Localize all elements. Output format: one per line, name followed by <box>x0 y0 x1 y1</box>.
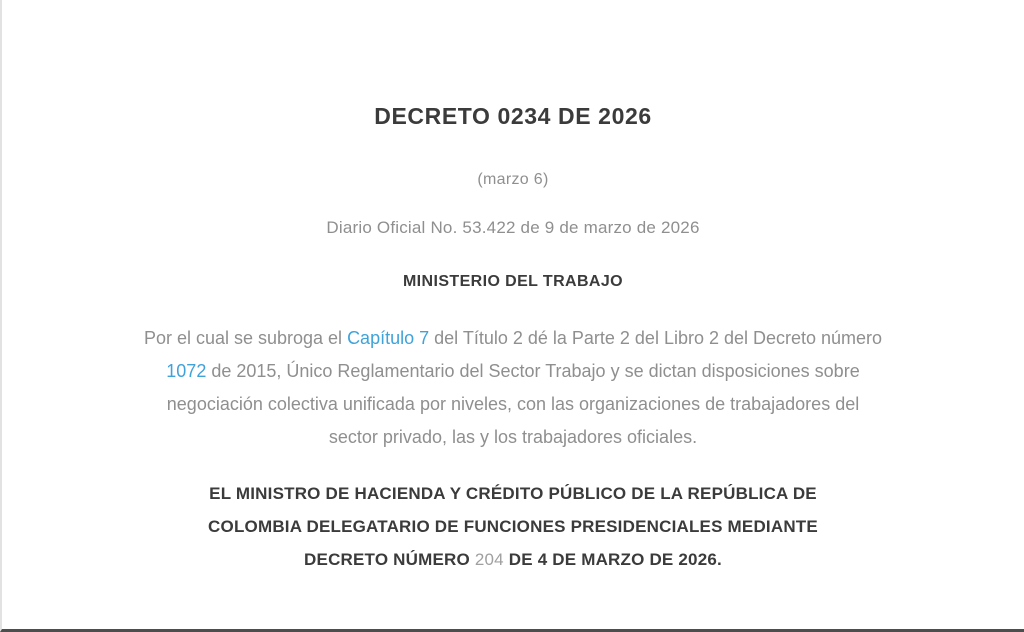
subject-text-2: del Título 2 dé la Parte 2 del Libro 2 del Decreto número <box>429 328 883 348</box>
subject-text-3: de 2015, Único Reglamentario del Sector Trabajo y se dictan disposiciones sobre negociación colectiva unificada por niveles, con las organizaciones de trabajadores del sector privado, las y los trabajadores oficiales. <box>166 361 860 447</box>
authority-line-1: EL MINISTRO DE HACIENDA Y CRÉDITO PÚBLICO DE LA REPÚBLICA DE <box>209 484 817 503</box>
authority-paragraph <box>141 477 885 576</box>
subject-text-1: Por el cual se subroga el <box>143 328 348 348</box>
authority-line-3-suffix: DE 4 DE MARZO DE 2026. <box>503 550 722 569</box>
decree-title: DECRETO 0234 DE 2026 <box>374 103 652 129</box>
authority-line-3 <box>141 543 885 576</box>
official-gazette-line: Diario Oficial No. 53.422 de 9 de marzo de 2026 <box>326 218 700 237</box>
decree-date: (marzo 6) <box>477 171 549 188</box>
authority-line-3-prefix: DECRETO NÚMERO <box>304 550 475 569</box>
decree-number-204[interactable]: 204 <box>474 550 504 569</box>
decree-document <box>141 0 885 576</box>
ministry-heading: MINISTERIO DEL TRABAJO <box>402 273 624 290</box>
subject-paragraph <box>141 322 885 454</box>
link-decreto-1072[interactable]: 1072 <box>166 361 207 381</box>
link-capitulo-7[interactable]: Capítulo 7 <box>347 328 430 348</box>
authority-line-2: COLOMBIA DELEGATARIO DE FUNCIONES PRESIDENCIALES MEDIANTE <box>208 517 818 536</box>
